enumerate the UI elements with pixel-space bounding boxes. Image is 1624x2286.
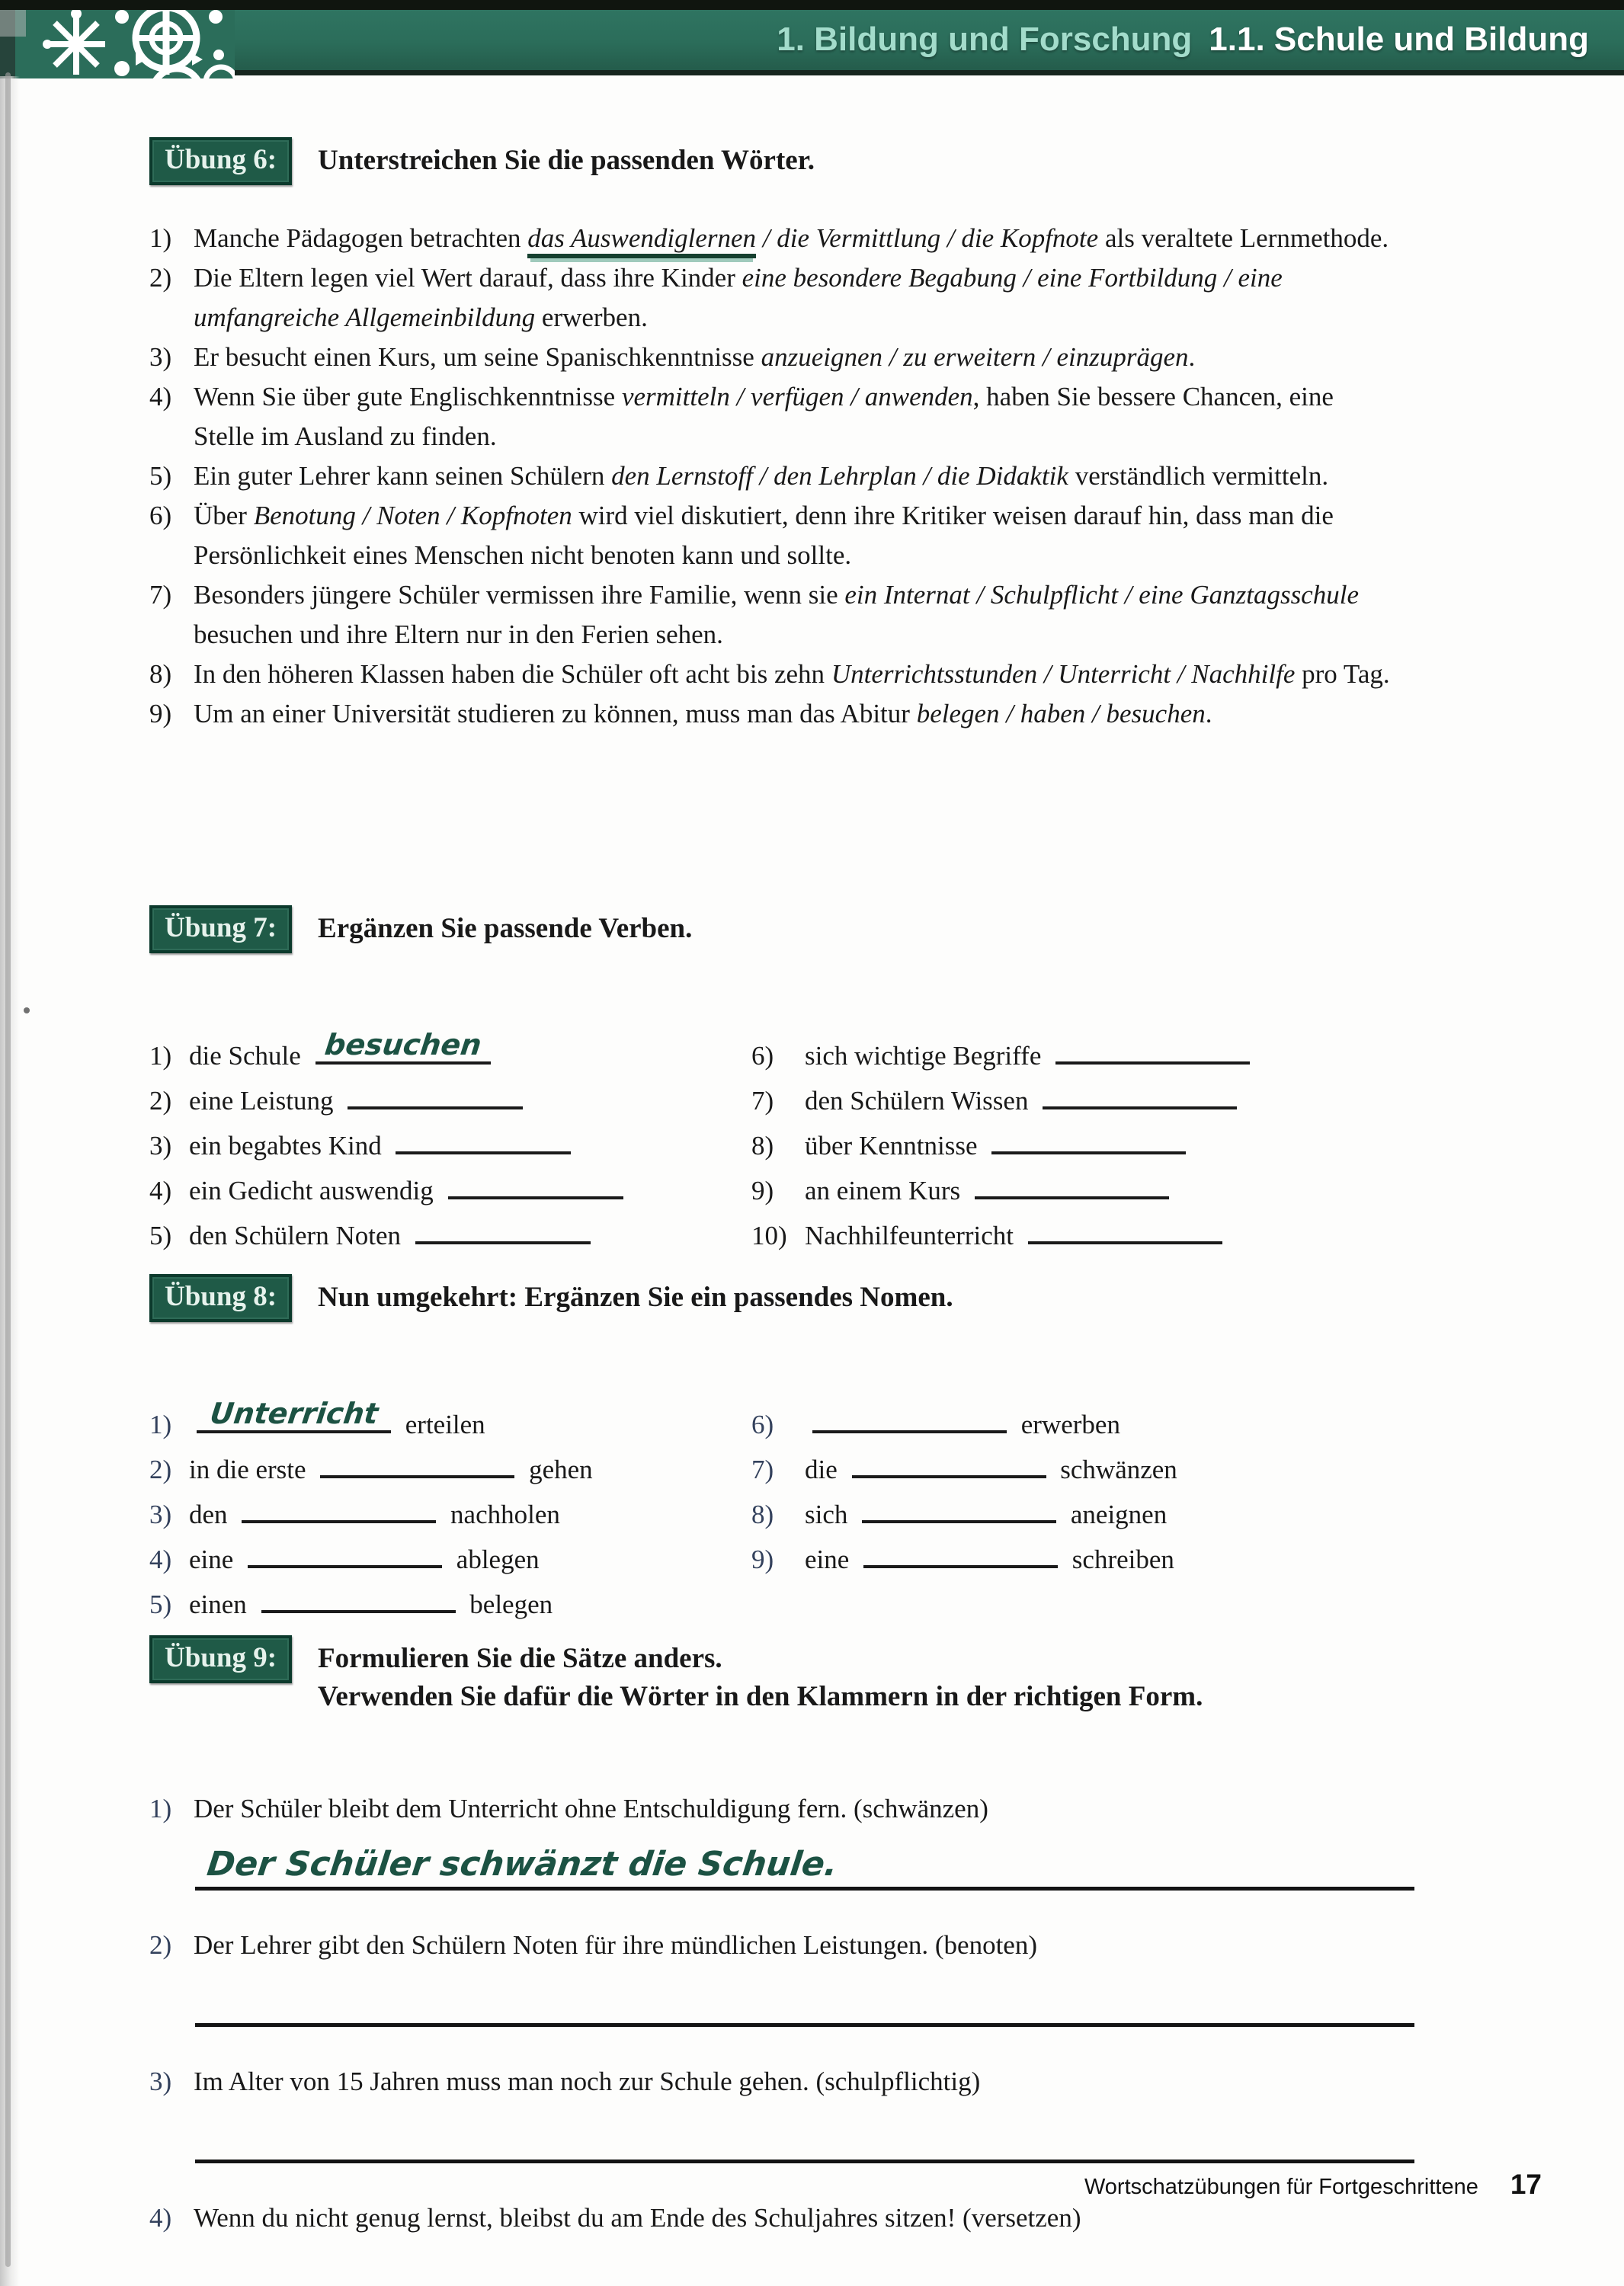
text-segment: Er besucht einen Kurs, um seine Spanischkenntnisse xyxy=(194,342,761,373)
item-text xyxy=(194,461,1328,491)
text-segment: Manche Pädagogen betrachten xyxy=(194,223,528,254)
text-segment: Unterrichtsstunden / Unterricht / Nachhilfe xyxy=(831,659,1296,690)
text-segment: das Auswendiglernen xyxy=(527,223,756,258)
exercise-6-item xyxy=(149,219,1392,258)
text-segment: Benotung / Noten / Kopfnoten xyxy=(253,501,572,531)
exercise-9-header xyxy=(149,1635,1529,1716)
answer-blank xyxy=(975,1167,1169,1199)
item-label-before: eine xyxy=(189,1545,241,1575)
item-number: 7) xyxy=(751,1086,774,1116)
item-number: 2) xyxy=(149,1455,172,1485)
exercise-8 xyxy=(149,1274,1529,1626)
answer-blank xyxy=(316,1028,491,1065)
item-number: 8) xyxy=(149,659,172,690)
text-segment: ein Internat / Schulpflicht / eine Ganztagsschule xyxy=(844,580,1359,610)
item-number: 3) xyxy=(149,1500,172,1530)
item-number: 9) xyxy=(751,1176,774,1206)
answer-blank xyxy=(1043,1077,1237,1109)
exercise-8-grid xyxy=(149,1397,1529,1626)
text-segment: wird viel diskutiert, denn ihre Kritiker weisen darauf hin, dass man die Persönlichkeit eines Menschen nicht benoten kann und sollte. xyxy=(194,501,1334,571)
item-number: 1) xyxy=(149,1793,172,1823)
answer-blank xyxy=(448,1167,623,1199)
exercise-8-item xyxy=(751,1446,1521,1491)
item-label: eine Leistung xyxy=(189,1086,341,1116)
item-number: 6) xyxy=(751,1410,774,1440)
exercise-7-item xyxy=(149,1167,751,1212)
exercise-7-title: Ergänzen Sie passende Verben. xyxy=(318,913,693,944)
exercise-7-item xyxy=(751,1033,1521,1077)
item-number: 9) xyxy=(751,1545,774,1575)
exercise-7-grid xyxy=(149,1028,1529,1257)
handwritten-answer: besuchen xyxy=(322,1028,483,1062)
text-segment: vermitteln / verfügen / anwenden xyxy=(621,382,973,412)
exercise-8-item xyxy=(149,1536,751,1581)
text-segment: Besonders jüngere Schüler vermissen ihre Familie, wenn sie xyxy=(194,580,845,610)
exercise-7-item xyxy=(149,1077,751,1122)
text-segment: belegen / haben / besuchen xyxy=(916,699,1206,729)
exercise-8-header xyxy=(149,1274,1529,1322)
item-number: 7) xyxy=(751,1455,774,1485)
exercise-7-badge: Übung 7: xyxy=(149,905,292,953)
answer-blank xyxy=(812,1401,1007,1433)
question-text: Im Alter von 15 Jahren muss man noch zur Schule gehen. (schulpflichtig) xyxy=(194,2066,981,2096)
handwritten-answer: Unterricht xyxy=(207,1397,380,1431)
item-number: 8) xyxy=(751,1131,774,1161)
exercise-7-item xyxy=(149,1122,751,1167)
exercise-7-item xyxy=(149,1028,751,1077)
text-segment: verständlich vermitteln. xyxy=(1068,461,1329,491)
exercise-7-item xyxy=(751,1122,1521,1167)
item-label: sich wichtige Begriffe xyxy=(805,1041,1049,1071)
item-number: 4) xyxy=(149,2202,172,2233)
exercise-9-title-line1: Formulieren Sie die Sätze anders. xyxy=(318,1643,722,1674)
item-number: 3) xyxy=(149,1131,172,1161)
item-number: 4) xyxy=(149,1176,172,1206)
item-label: Nachhilfeunterricht xyxy=(805,1221,1020,1251)
text-segment: Die Eltern legen viel Wert darauf, dass ihre Kinder xyxy=(194,263,742,293)
answer-blank xyxy=(863,1536,1058,1568)
answer-blank xyxy=(1055,1033,1250,1065)
exercise-8-title: Nun umgekehrt: Ergänzen Sie ein passendes Nomen. xyxy=(318,1282,953,1313)
item-text xyxy=(194,580,1359,649)
question-text: Der Schüler bleibt dem Unterricht ohne Entschuldigung fern. (schwänzen) xyxy=(194,1793,988,1823)
item-label: den Schülern Noten xyxy=(189,1221,408,1251)
exercise-8-item xyxy=(751,1536,1521,1581)
text-segment: Ein guter Lehrer kann seinen Schülern xyxy=(194,461,612,491)
item-number: 2) xyxy=(149,1086,172,1116)
item-label: an einem Kurs xyxy=(805,1176,967,1206)
item-label-before: eine xyxy=(805,1545,857,1575)
page-footer xyxy=(1084,2169,1542,2201)
exercise-9-title xyxy=(318,1640,1203,1716)
item-text xyxy=(194,501,1334,570)
item-number: 9) xyxy=(149,699,172,729)
item-number: 6) xyxy=(751,1041,774,1071)
item-label-after: gehen xyxy=(522,1455,593,1485)
item-text xyxy=(194,223,1389,258)
exercise-6-item xyxy=(149,575,1392,655)
ornament-pattern-icon xyxy=(0,0,235,78)
answer-blank xyxy=(862,1491,1056,1523)
text-segment: . xyxy=(1205,699,1212,729)
section-title: 1.1. Schule und Bildung xyxy=(1209,21,1589,58)
item-label-before: in die erste xyxy=(189,1455,313,1485)
item-number: 5) xyxy=(149,461,172,491)
text-segment: Um an einer Universität studieren zu können, muss man das Abitur xyxy=(194,699,917,729)
exercise-8-badge: Übung 8: xyxy=(149,1274,292,1322)
item-label-after: erteilen xyxy=(399,1410,485,1440)
item-label-after: belegen xyxy=(463,1590,553,1620)
exercise-9-title-line2: Verwenden Sie dafür die Wörter in den Klammern in der richtigen Form. xyxy=(318,1680,1203,1712)
exercise-8-item xyxy=(751,1491,1521,1536)
answer-blank xyxy=(1028,1212,1222,1244)
text-segment: eine besondere Begabung / eine Fortbildung / eine umfangreiche Allgemeinbildung xyxy=(194,263,1283,333)
exercise-8-left-column xyxy=(149,1397,751,1626)
exercise-9-question xyxy=(149,1926,1529,1965)
answer-blank xyxy=(320,1446,514,1478)
text-segment: Wenn Sie über gute Englischkenntnisse xyxy=(194,382,622,412)
item-number: 2) xyxy=(149,1929,172,1960)
item-text xyxy=(194,382,1334,451)
header-titles xyxy=(777,9,1589,70)
item-label-before: die xyxy=(805,1455,844,1485)
answer-blank xyxy=(197,1397,391,1433)
book-title: Wortschatzübungen für Fortgeschrittene xyxy=(1084,2175,1478,2199)
item-label: die Schule xyxy=(189,1041,308,1071)
exercise-7-left-column xyxy=(149,1028,751,1257)
exercise-7-right-column xyxy=(751,1033,1521,1257)
top-edge-strip xyxy=(0,0,1624,10)
answer-blank xyxy=(396,1122,571,1154)
exercise-9-question xyxy=(149,2198,1529,2238)
item-number: 4) xyxy=(149,382,172,412)
header-banner xyxy=(0,9,1624,75)
page-spine-line xyxy=(5,72,11,2267)
exercise-6-item xyxy=(149,694,1392,734)
exercise-8-item xyxy=(149,1397,751,1446)
exercise-6-item xyxy=(149,338,1392,377)
item-number: 5) xyxy=(149,1221,172,1251)
item-number: 1) xyxy=(149,223,172,254)
text-segment: , haben Sie bessere Chancen, eine Stelle im Ausland zu finden. xyxy=(194,382,1334,452)
item-label-after: ablegen xyxy=(450,1545,540,1575)
item-label: ein begabtes Kind xyxy=(189,1131,389,1161)
exercise-6-title: Unterstreichen Sie die passenden Wörter. xyxy=(318,145,815,176)
text-segment: / die Vermittlung / die Kopfnote xyxy=(756,223,1099,254)
text-segment: Über xyxy=(194,501,254,531)
answer-blank xyxy=(348,1077,523,1109)
exercise-7-item xyxy=(751,1167,1521,1212)
item-label-before: sich xyxy=(805,1500,855,1530)
text-segment: In den höheren Klassen haben die Schüler oft acht bis zehn xyxy=(194,659,831,690)
item-number: 6) xyxy=(149,501,172,531)
exercise-6-item xyxy=(149,258,1392,338)
item-text xyxy=(194,342,1195,372)
item-label: über Kenntnisse xyxy=(805,1131,985,1161)
answer-blank xyxy=(852,1446,1046,1478)
handwritten-answer: Der Schüler schwänzt die Schule. xyxy=(204,1844,840,1884)
answer-blank xyxy=(261,1581,456,1613)
text-segment: erwerben. xyxy=(535,303,648,333)
answer-line xyxy=(195,2259,1414,2286)
exercise-6-header xyxy=(149,137,1529,185)
item-text xyxy=(194,699,1212,728)
item-number: 1) xyxy=(149,1041,172,1071)
exercise-7-item xyxy=(149,1212,751,1257)
answer-line xyxy=(195,1987,1414,2027)
exercise-6 xyxy=(149,137,1529,734)
text-segment: besuchen und ihre Eltern nur in den Ferien sehen. xyxy=(194,620,723,650)
item-label-after: aneignen xyxy=(1064,1500,1168,1530)
text-segment: pro Tag. xyxy=(1295,659,1390,690)
exercise-6-item xyxy=(149,655,1392,694)
text-segment: anzueignen / zu erweitern / einzuprägen xyxy=(761,342,1189,373)
item-label-after: erwerben xyxy=(1014,1410,1120,1440)
answer-blank xyxy=(242,1491,436,1523)
answer-blank xyxy=(248,1536,442,1568)
answer-blank xyxy=(991,1122,1186,1154)
item-label-after: nachholen xyxy=(444,1500,560,1530)
exercise-7-item xyxy=(751,1212,1521,1257)
exercise-6-list xyxy=(149,219,1392,734)
exercise-8-right-column xyxy=(751,1401,1521,1626)
item-label: ein Gedicht auswendig xyxy=(189,1176,440,1206)
exercise-6-item xyxy=(149,377,1392,456)
question-text: Wenn du nicht genug lernst, bleibst du am Ende des Schuljahres sitzen! (versetzen) xyxy=(194,2202,1081,2233)
exercise-8-item xyxy=(149,1446,751,1491)
text-segment: . xyxy=(1188,342,1196,373)
exercise-6-badge: Übung 6: xyxy=(149,137,292,185)
chapter-title: 1. Bildung und Forschung xyxy=(777,21,1193,58)
text-segment: als veraltete Lernmethode. xyxy=(1098,223,1389,254)
answer-line xyxy=(195,2123,1414,2163)
item-number: 7) xyxy=(149,580,172,610)
exercise-9-badge: Übung 9: xyxy=(149,1635,292,1683)
answer-blank xyxy=(415,1212,591,1244)
exercise-8-item xyxy=(149,1581,751,1626)
exercise-7-header xyxy=(149,905,1529,953)
item-number: 3) xyxy=(149,2066,172,2096)
item-number: 10) xyxy=(751,1221,787,1251)
item-number: 4) xyxy=(149,1545,172,1575)
item-label-after: schreiben xyxy=(1065,1545,1174,1575)
item-number: 5) xyxy=(149,1590,172,1620)
exercise-6-item xyxy=(149,456,1392,496)
item-label-before: einen xyxy=(189,1590,254,1620)
exercise-9-list xyxy=(149,1789,1529,2286)
exercise-9-question xyxy=(149,1789,1529,1829)
exercise-7-item xyxy=(751,1077,1521,1122)
text-segment: den Lernstoff / den Lehrplan / die Didaktik xyxy=(611,461,1068,491)
item-label: den Schülern Wissen xyxy=(805,1086,1036,1116)
scan-speck xyxy=(24,1007,30,1013)
answer-line xyxy=(195,1844,1414,1891)
item-text xyxy=(194,659,1390,689)
item-number: 1) xyxy=(149,1410,172,1440)
exercise-7 xyxy=(149,905,1529,1257)
item-label-after: schwänzen xyxy=(1053,1455,1177,1485)
page-number: 17 xyxy=(1510,2169,1542,2200)
exercise-8-item xyxy=(751,1401,1521,1446)
exercise-9-question xyxy=(149,2062,1529,2102)
item-label-before: den xyxy=(189,1500,235,1530)
item-number: 3) xyxy=(149,342,172,373)
item-number: 8) xyxy=(751,1500,774,1530)
item-number: 2) xyxy=(149,263,172,293)
exercise-8-item xyxy=(149,1491,751,1536)
item-text xyxy=(194,263,1283,332)
question-text: Der Lehrer gibt den Schülern Noten für ihre mündlichen Leistungen. (benoten) xyxy=(194,1929,1037,1960)
exercise-6-item xyxy=(149,496,1392,575)
